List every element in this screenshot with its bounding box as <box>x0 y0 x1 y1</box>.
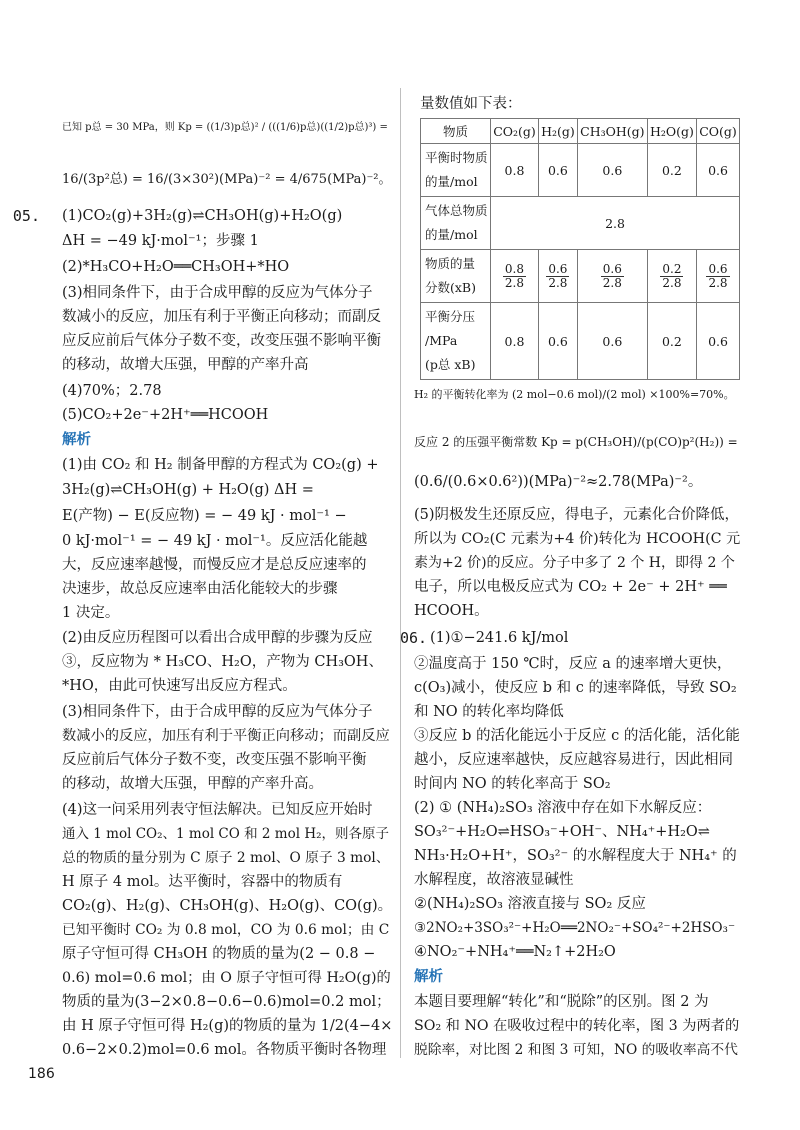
text-line: 原子守恒可得 CH₃OH 的物质的量为(2 − 0.8 − <box>62 946 376 962</box>
table-header: CO(g) <box>697 119 740 144</box>
column-divider <box>400 88 401 1058</box>
row-label: 气体总物质 的量/mol <box>421 197 491 250</box>
text-line: 16/(3p²总) = 16/(3×30²)(MPa)⁻² = 4/675(MPa)⁻²。 <box>62 172 392 187</box>
text-line: 0 kJ·mol⁻¹ = − 49 kJ · mol⁻¹。反应活化能越 <box>62 533 368 549</box>
text-line: 0.6−2×0.2)mol=0.6 mol。各物质平衡时各物理 <box>62 1042 387 1058</box>
table-cell: 0.6 <box>538 303 577 380</box>
text-line: 电子，所以电极反应式为 CO₂ + 2e⁻ + 2H⁺ ══ <box>414 579 727 595</box>
table-row <box>421 197 740 250</box>
text-line: (3)相同条件下，由于合成甲醇的反应为气体分子 <box>62 285 373 301</box>
table-header: H₂(g) <box>538 119 577 144</box>
text-line: 大，反应速率越慢，而慢反应才是总反应速率的 <box>62 557 367 573</box>
text-line: 已知 p总 = 30 MPa，则 Kp = ((1/3)p总)² / (((1/6)p总)((1/2)p总)³) = <box>62 122 388 133</box>
table-cell: 0.6 <box>697 303 740 380</box>
text-line: ③，反应物为 * H₃CO、H₂O，产物为 CH₃OH、 <box>62 654 383 670</box>
text-line: 本题目要理解“转化”和“脱除”的区别。图 2 为 <box>414 994 709 1010</box>
text-line: 通入 1 mol CO₂、1 mol CO 和 2 mol H₂，则各原子 <box>62 826 390 842</box>
text-line: NH₃·H₂O+H⁺，SO₃²⁻ 的水解程度大于 NH₄⁺ 的 <box>414 848 737 864</box>
table-row <box>421 303 740 380</box>
text-line: 和 NO 的转化率均降低 <box>414 704 564 720</box>
table-cell-fraction: $\frac{0.6}{2.8}$ <box>577 250 647 303</box>
text-line: 的移动，故增大压强，甲醇的产率升高 <box>62 357 309 373</box>
text-line: H 原子 4 mol。达平衡时，容器中的物质有 <box>62 874 343 890</box>
text-line: (4)70%；2.78 <box>62 383 162 399</box>
question-number-06: 06. <box>400 629 428 647</box>
text-line: 数减小的反应，加压有利于平衡正向移动；而副反 <box>62 309 381 325</box>
text-line: ΔH = −49 kJ·mol⁻¹；步骤 1 <box>62 233 259 249</box>
table-cell: 0.2 <box>647 303 696 380</box>
table-cell: 0.8 <box>491 144 539 197</box>
text-line: ③反应 b 的活化能远小于反应 c 的活化能，活化能 <box>414 728 740 744</box>
text-line: 1 决定。 <box>62 605 120 621</box>
text-line: CO₂(g)、H₂(g)、CH₃OH(g)、H₂O(g)、CO(g)。 <box>62 898 393 914</box>
text-line: *HO，由此可快速写出反应方程式。 <box>62 678 297 694</box>
question-number-05: 05. <box>12 207 40 225</box>
table-header: H₂O(g) <box>647 119 696 144</box>
text-line: (4)这一问采用列表守恒法解决。已知反应开始时 <box>62 802 373 818</box>
text-line: 素为+2 价)的反应。分子中多了 2 个 H，即得 2 个 <box>414 555 735 571</box>
table-intro: 量数值如下表： <box>420 96 522 112</box>
text-line: (2)*H₃CO+H₂O══CH₃OH+*HO <box>62 259 290 275</box>
table-cell: 0.8 <box>491 303 539 380</box>
text-line: H₂ 的平衡转化率为 (2 mol−0.6 mol)/(2 mol) ×100%=70%。 <box>414 388 735 401</box>
analysis-label: 解析 <box>414 968 443 985</box>
text-line: 已知平衡时 CO₂ 为 0.8 mol，CO 为 0.6 mol；由 C <box>62 922 390 938</box>
text-line: 由 H 原子守恒可得 H₂(g)的物质的量为 1/2(4−4× <box>62 1018 393 1034</box>
text-line: 的移动，故增大压强，甲醇的产率升高。 <box>62 776 323 792</box>
text-line: 决速步，故总反应速率由活化能较大的步骤 <box>62 581 338 597</box>
text-line: 反应前后气体分子数不变，改变压强不影响平衡 <box>62 752 367 768</box>
table-row <box>421 250 740 303</box>
text-line: (5)CO₂+2e⁻+2H⁺══HCOOH <box>62 407 269 423</box>
text-line: 0.6) mol=0.6 mol；由 O 原子守恒可得 H₂O(g)的 <box>62 970 391 986</box>
equilibrium-table <box>420 118 740 380</box>
table-cell-fraction: $\frac{0.6}{2.8}$ <box>538 250 577 303</box>
row-label: 平衡时物质 的量/mol <box>421 144 491 197</box>
table-cell: 0.6 <box>577 303 647 380</box>
table-cell: 0.6 <box>697 144 740 197</box>
page-number: 186 <box>28 1066 55 1082</box>
text-line: 反应 2 的压强平衡常数 Kp = p(CH₃OH)/(p(CO)p²(H₂)) = <box>414 435 738 449</box>
text-line: SO₂ 和 NO 在吸收过程中的转化率，图 3 为两者的 <box>414 1018 740 1034</box>
table-header: 物质 <box>421 119 491 144</box>
table-cell: 0.6 <box>577 144 647 197</box>
text-line: c(O₃)减小，使反应 b 和 c 的速率降低，导致 SO₂ <box>414 680 737 696</box>
text-line: 总的物质的量分别为 C 原子 2 mol、O 原子 3 mol、 <box>62 850 390 866</box>
table-cell-fraction: $\frac{0.8}{2.8}$ <box>491 250 539 303</box>
table-header: CH₃OH(g) <box>577 119 647 144</box>
text-line: (2) ① (NH₄)₂SO₃ 溶液中存在如下水解反应： <box>414 800 712 816</box>
text-line: 所以为 CO₂(C 元素为+4 价)转化为 HCOOH(C 元 <box>414 531 741 547</box>
text-line: 数减小的反应，加压有利于平衡正向移动；而副反应 <box>62 728 390 744</box>
table-row <box>421 144 740 197</box>
text-line: ④NO₂⁻+NH₄⁺══N₂↑+2H₂O <box>414 944 616 960</box>
text-line: 越小，反应速率越快，反应越容易进行，因此相同 <box>414 752 733 768</box>
table-cell-fraction: $\frac{0.2}{2.8}$ <box>647 250 696 303</box>
text-line: 水解程度，故溶液显碱性 <box>414 872 574 888</box>
text-line: ③2NO₂+3SO₃²⁻+H₂O══2NO₂⁻+SO₄²⁻+2HSO₃⁻ <box>414 920 736 936</box>
text-line: E(产物) − E(反应物) = − 49 kJ · mol⁻¹ − <box>62 508 347 524</box>
text-line: (1)CO₂(g)+3H₂(g)⇌CH₃OH(g)+H₂O(g) <box>62 208 343 224</box>
table-cell-merged: 2.8 <box>491 197 740 250</box>
table-header: CO₂(g) <box>491 119 539 144</box>
text-line: SO₃²⁻+H₂O⇌HSO₃⁻+OH⁻、NH₄⁺+H₂O⇌ <box>414 824 710 840</box>
text-line: 应反应前后气体分子数不变，改变压强不影响平衡 <box>62 333 381 349</box>
text-line: (0.6/(0.6×0.6²))(MPa)⁻²≈2.78(MPa)⁻²。 <box>414 474 703 490</box>
text-line: HCOOH。 <box>414 603 489 619</box>
text-line: (1)①−241.6 kJ/mol <box>430 630 569 646</box>
table-cell: 0.2 <box>647 144 696 197</box>
row-label: 物质的量 分数(xB) <box>421 250 491 303</box>
table-header-row <box>421 119 740 144</box>
text-line: (2)由反应历程图可以看出合成甲醇的步骤为反应 <box>62 630 373 646</box>
text-line: (1)由 CO₂ 和 H₂ 制备甲醇的方程式为 CO₂(g) + <box>62 457 379 473</box>
analysis-label: 解析 <box>62 431 91 448</box>
text-line: ②温度高于 150 ℃时，反应 a 的速率增大更快， <box>414 656 732 672</box>
text-line: (5)阴极发生还原反应，得电子，元素化合价降低， <box>414 507 740 523</box>
text-line: 3H₂(g)⇌CH₃OH(g) + H₂O(g) ΔH = <box>62 482 314 498</box>
table-cell-fraction: $\frac{0.6}{2.8}$ <box>697 250 740 303</box>
text-line: 物质的量为(3−2×0.8−0.6−0.6)mol=0.2 mol； <box>62 994 391 1010</box>
text-line: (3)相同条件下，由于合成甲醇的反应为气体分子 <box>62 704 373 720</box>
row-label: 平衡分压 /MPa (p总 xB) <box>421 303 491 380</box>
text-line: 脱除率，对比图 2 和图 3 可知，NO 的吸收率高不代 <box>414 1042 738 1058</box>
table-cell: 0.6 <box>538 144 577 197</box>
text-line: ②(NH₄)₂SO₃ 溶液直接与 SO₂ 反应 <box>414 896 646 912</box>
text-line: 时间内 NO 的转化率高于 SO₂ <box>414 776 611 792</box>
